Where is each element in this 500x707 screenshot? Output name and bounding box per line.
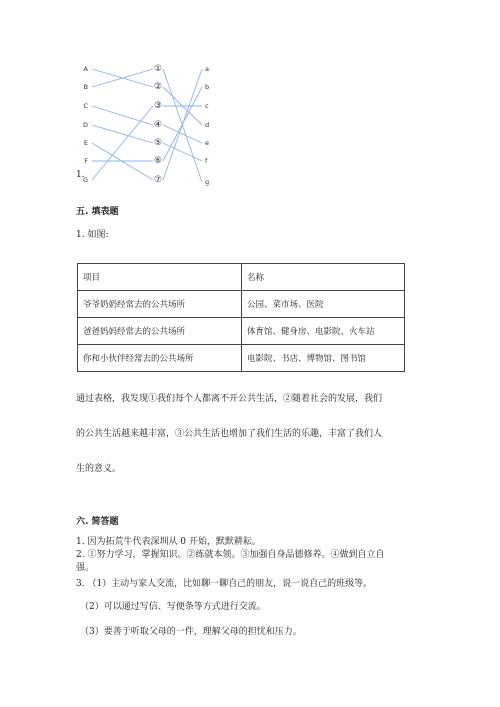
right-label: g <box>205 178 210 186</box>
left-label: B <box>83 83 88 91</box>
left-label: G <box>82 176 88 184</box>
left-label: C <box>83 102 88 110</box>
right-label: e <box>205 139 209 147</box>
middle-label: ③ <box>153 101 163 111</box>
match-line <box>163 125 202 143</box>
table-header: 项目 <box>78 264 242 291</box>
table-header: 名称 <box>242 264 405 291</box>
answer-line: （2）可以通过写信、写便条等方式进行交流。 <box>80 602 266 612</box>
middle-label: ⑥ <box>153 156 163 166</box>
match-line <box>92 125 153 143</box>
matching-lines <box>92 69 202 182</box>
answer-line: 强。 <box>76 563 95 573</box>
paragraph-line: 生的意义。 <box>76 464 122 474</box>
match-line <box>163 143 202 161</box>
right-label: a <box>205 65 209 73</box>
table-cell: 爸爸妈妈经常去的公共场所 <box>78 318 242 345</box>
question-number: 1. <box>76 170 85 180</box>
question-prompt: 1. 如图: <box>76 230 109 240</box>
right-label: b <box>205 83 210 91</box>
match-line <box>92 106 153 180</box>
right-label: d <box>205 121 210 129</box>
table-header-row <box>78 264 405 291</box>
left-label: D <box>82 121 88 129</box>
right-label: f <box>205 157 208 165</box>
table-row <box>78 291 405 318</box>
table-cell: 体育馆、健身房、电影院、火车站 <box>242 318 405 345</box>
answer-line: （3）要善于听取父母的一件，理解父母的担忧和压力。 <box>80 627 302 637</box>
match-line <box>92 143 153 180</box>
paragraph-line: 通过表格，我发现①我们每个人都离不开公共生活，②随着社会的发展，我们 <box>76 394 383 404</box>
left-label: F <box>84 157 88 165</box>
table-cell: 你和小伙伴经常去的公共场所 <box>78 345 242 372</box>
public-places-table <box>77 263 405 372</box>
match-line <box>92 106 153 125</box>
answer-line: 1. 因为拓荒牛代表深圳从 0 开始，默默耕耘。 <box>76 537 261 547</box>
middle-label: ② <box>153 82 163 92</box>
right-label: c <box>205 102 209 110</box>
answer-line: 3. （1）主动与家人交流，比如聊一聊自己的朋友，说一说自己的班级等。 <box>76 579 373 589</box>
left-label: A <box>83 65 88 73</box>
middle-label: ⑤ <box>153 138 163 148</box>
matching-diagram <box>76 56 236 192</box>
table-cell: 爷爷奶奶经常去的公共场所 <box>78 291 242 318</box>
table-row <box>78 318 405 345</box>
section-title-fill-table: 五. 填表题 <box>76 207 119 217</box>
table-row <box>78 345 405 372</box>
middle-label: ⑦ <box>153 175 163 185</box>
middle-label: ① <box>153 64 163 74</box>
table-cell: 公园、菜市场、医院 <box>242 291 405 318</box>
section-title-short-answer: 六. 简答题 <box>76 517 119 527</box>
middle-label: ④ <box>153 120 163 130</box>
table-cell: 电影院、书店、博物馆、图书馆 <box>242 345 405 372</box>
answer-line: 2. ①努力学习，掌握知识。②练就本领。③加强自身品德修养。④做到自立自 <box>76 550 385 560</box>
left-label: E <box>83 139 88 147</box>
paragraph-line: 的公共生活越来越丰富，③公共生活也增加了我们生活的乐趣，丰富了我们人 <box>76 429 383 439</box>
